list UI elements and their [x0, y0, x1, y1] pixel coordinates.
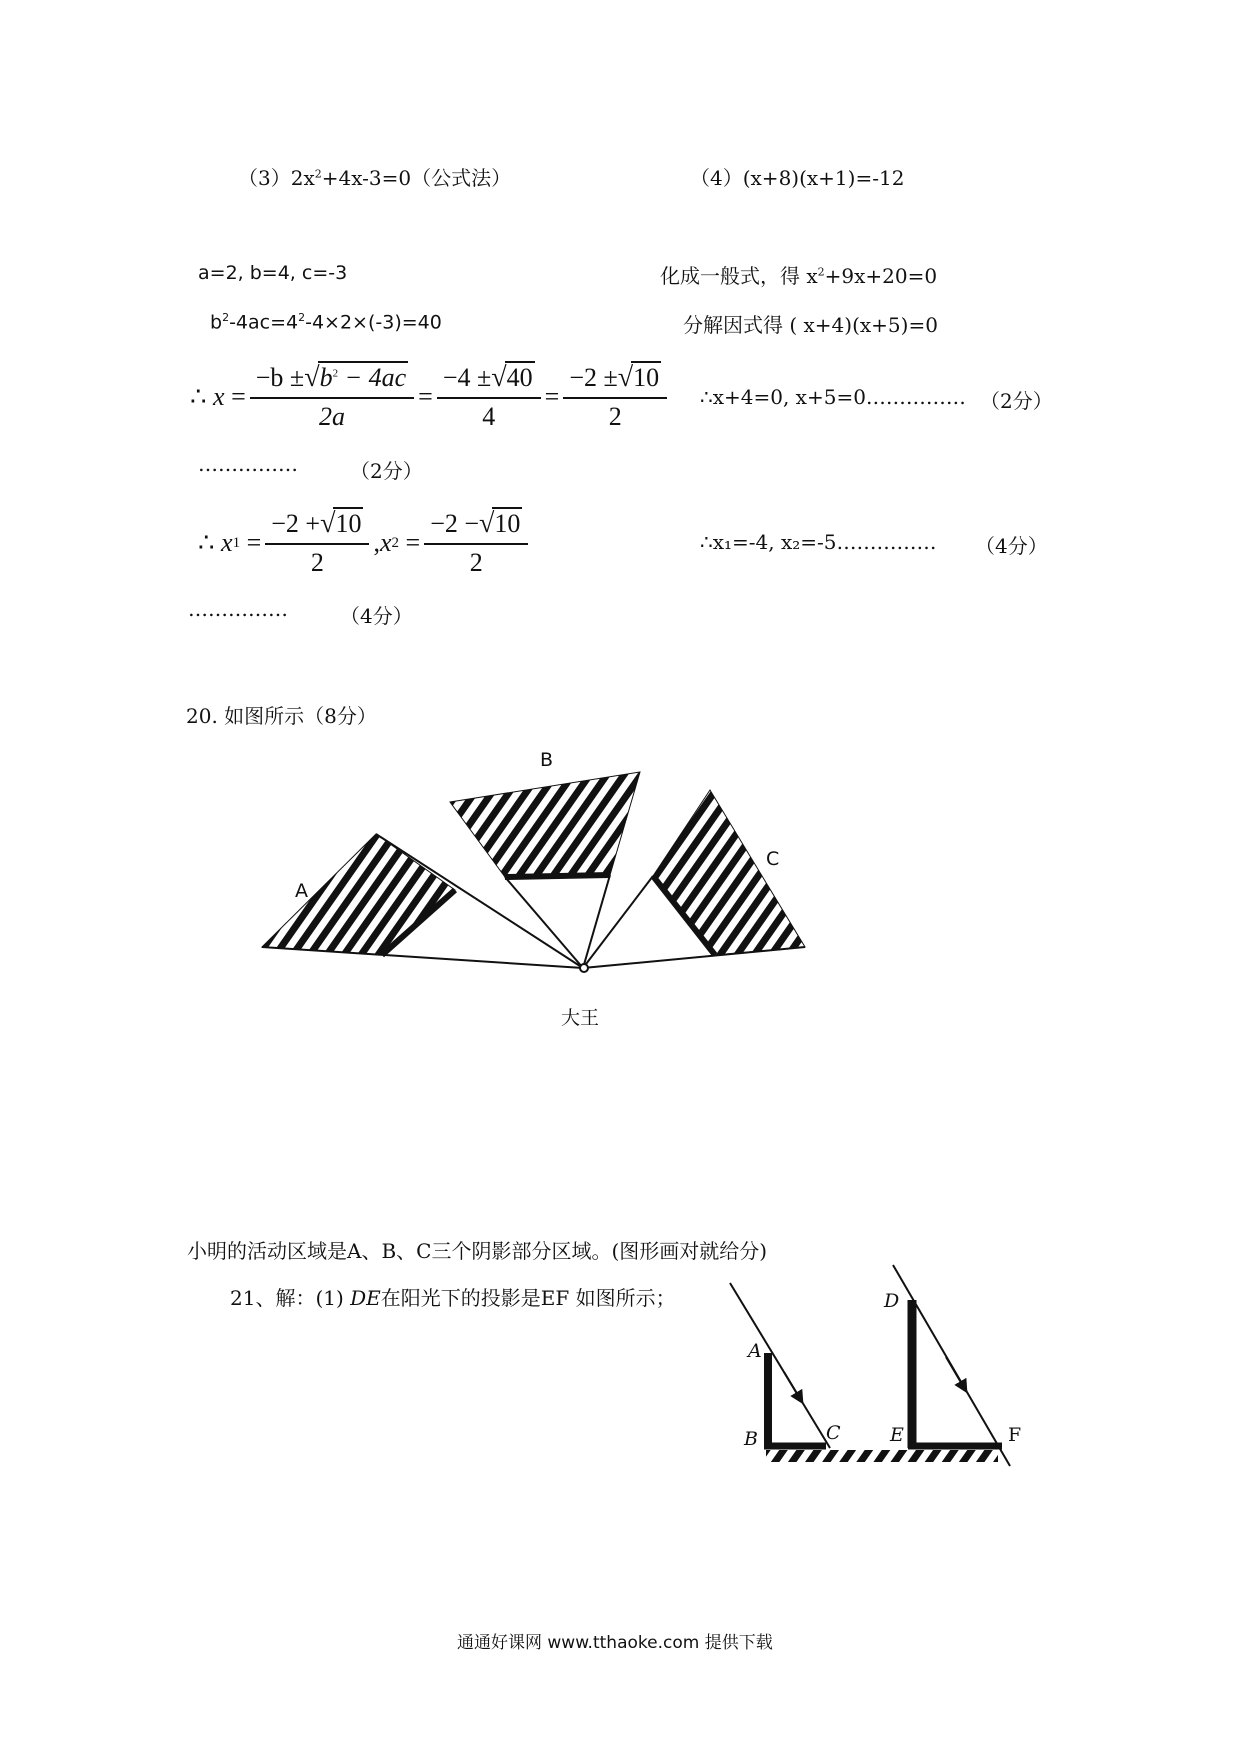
part4-score-4: （4分）: [975, 534, 1048, 558]
label-q21-d: D: [884, 1290, 900, 1312]
ground-hatch: [766, 1450, 998, 1462]
part3-title: $(3)2x^2+4x-3=0$（公式法）: [238, 166, 512, 190]
label-q21-b: B: [744, 1428, 758, 1450]
part3-dots-1: ……………: [198, 452, 298, 476]
region-b-shaded: [450, 772, 640, 877]
king-position: [580, 964, 588, 972]
part3-score-2: （2分）: [350, 459, 423, 483]
region-a-shaded: [262, 834, 455, 955]
part4-title: （4）(x+8)(x+1)=-12: [690, 166, 905, 190]
part3-dots-2: ……………: [188, 597, 288, 621]
label-c: C: [766, 848, 780, 870]
label-q21-e: E: [890, 1424, 904, 1446]
region-c-shaded: [653, 790, 805, 955]
part3-score-4: （4分）: [340, 604, 413, 628]
root-fraction-2: $\frac{-2 -√10}{2}$: [424, 508, 528, 578]
label-q21-a: A: [748, 1340, 762, 1362]
part3-roots: ∴ x 1 = $\frac{-2 +√10}{2}$ , x 2 = $\frac{-2 -√10}{2}$: [198, 508, 532, 578]
label-q21-c: C: [826, 1422, 841, 1444]
label-q21-f: F: [1008, 1424, 1022, 1446]
general-form: 化成一般式，得 $x^2+9x+20=0$: [660, 264, 938, 288]
sun-ray-df-arrow: [946, 1357, 966, 1391]
label-king: 大王: [561, 1007, 600, 1029]
coefficients: a=2, b=4, c=-3: [198, 262, 348, 284]
part4-final-roots: ∴x₁=-4, x₂=-5……………: [700, 530, 937, 554]
region-b-wall: [505, 875, 610, 877]
discriminant: $b^2-4ac=4^2-4\times 2\times(-3)=40$: [210, 311, 442, 334]
q20-heading: 20. 如图所示（8分）: [186, 704, 377, 728]
factorization: 分解因式得 ( x+4)(x+5)=0: [683, 313, 938, 337]
quadratic-formula: ∴ x = $\frac{-b \pm√b^2 - 4ac}{2a}$ = $\frac{-4 \pm√40}{4}$ = $\frac{-2 \pm√10}{2}$: [190, 362, 671, 432]
formula-fraction-3: $\frac{-2 \pm√10}{2}$: [563, 362, 667, 432]
formula-fraction-2: $\frac{-4 \pm√40}{4}$: [437, 362, 541, 432]
q21-text: 21、解：(1) DE在阳光下的投影是EF 如图所示；: [230, 1286, 676, 1310]
part4-step-roots: ∴x+4=0, x+5=0……………: [700, 385, 966, 409]
formula-fraction-1: $\frac{-b \pm√b^2 - 4ac}{2a}$: [250, 362, 414, 432]
label-b: B: [540, 749, 554, 771]
page-footer: 通通好课网 www.tthaoke.com 提供下载: [457, 1633, 773, 1653]
root-fraction-1: $\frac{-2 +√10}{2}$: [265, 508, 369, 578]
q20-note: 小明的活动区域是A、B、C三个阴影部分区域。(图形画对就给分): [187, 1239, 768, 1263]
sun-ray-ac-arrow: [784, 1372, 802, 1402]
sun-ray-ac: [730, 1283, 830, 1448]
part4-score-2: （2分）: [980, 389, 1053, 413]
label-a: A: [295, 880, 308, 902]
